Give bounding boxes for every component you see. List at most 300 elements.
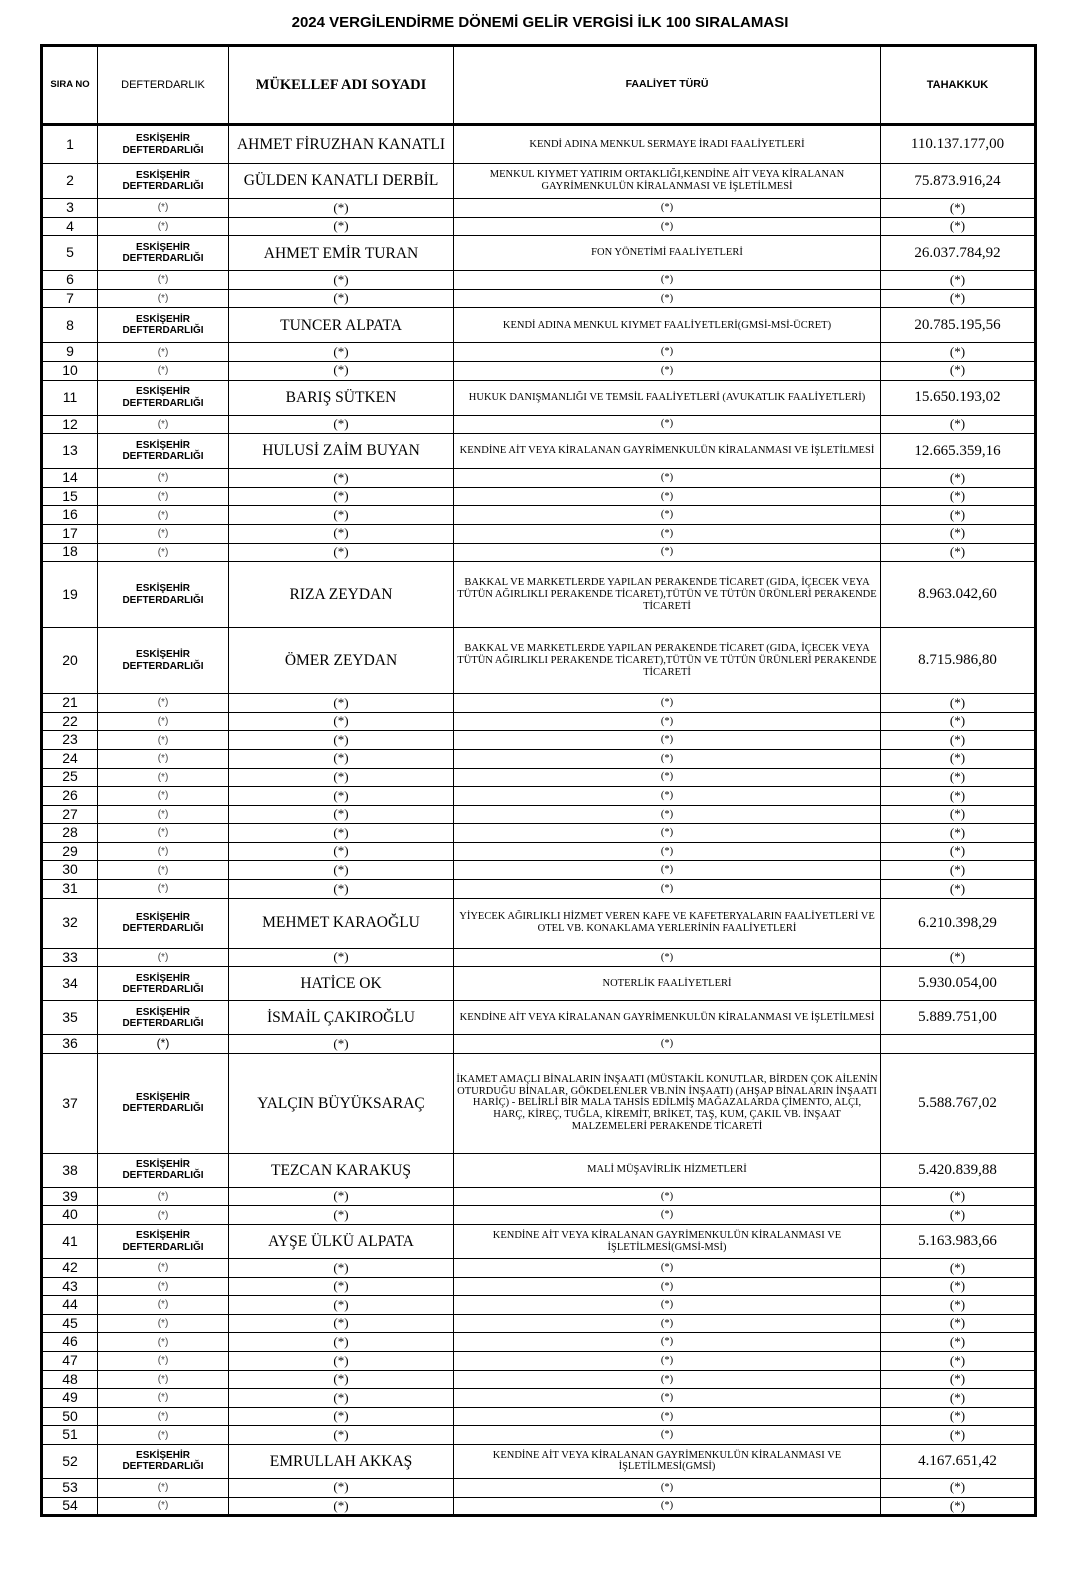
table-row	[42, 1296, 1036, 1315]
activity-cell: (*)	[454, 1407, 881, 1426]
rank-cell: 28	[42, 824, 98, 843]
rank-cell: 47	[42, 1352, 98, 1371]
taxpayer-name-cell: GÜLDEN KANATLI DERBİL	[229, 164, 454, 199]
table-row	[42, 1187, 1036, 1206]
activity-cell: (*)	[454, 1314, 881, 1333]
activity-cell: (*)	[454, 1333, 881, 1352]
assessment-cell: (*)	[881, 1497, 1036, 1516]
taxpayer-name-cell: (*)	[229, 469, 454, 488]
taxpayer-name-cell: (*)	[229, 543, 454, 562]
activity-cell: İKAMET AMAÇLI BİNALARIN İNŞAATI (MÜSTAKİL KONUTLAR, BİRDEN ÇOK AİLENİN OTURDUĞU BİNALAR, GÖKDELENLER VB.NİN İNŞAATI) (AHŞAP BİNALARIN İNŞAATI HARİÇ) - BELİRLİ BİR MALA TAHSİS EDİLMİŞ MAĞAZALARDA ÇİMENTO, ALÇI, HARÇ, KİREÇ, TUĞLA, KİREMİT, BRİKET, TAŞ, KUM, ÇAKIL VB. İNŞAAT MALZEMELERİ PERAKENDE TİCARETİ	[454, 1053, 881, 1153]
assessment-cell: 75.873.916,24	[881, 164, 1036, 199]
activity-cell: KENDİNE AİT VEYA KİRALANAN GAYRİMENKULÜN KİRALANMASI VE İŞLETİLMESİ	[454, 1001, 881, 1035]
activity-cell: (*)	[454, 948, 881, 967]
table-row	[42, 506, 1036, 525]
rank-cell: 53	[42, 1478, 98, 1497]
table-row	[42, 1001, 1036, 1035]
taxpayer-name-cell: (*)	[229, 1426, 454, 1445]
activity-cell: (*)	[454, 824, 881, 843]
assessment-cell: (*)	[881, 543, 1036, 562]
taxpayer-name-cell: (*)	[229, 1259, 454, 1278]
tax-office-cell: (*)	[98, 1035, 229, 1054]
taxpayer-name-cell: (*)	[229, 1035, 454, 1054]
activity-cell: (*)	[454, 524, 881, 543]
rank-cell: 22	[42, 712, 98, 731]
table-row	[42, 543, 1036, 562]
table-row	[42, 1035, 1036, 1054]
rank-cell: 6	[42, 271, 98, 290]
activity-cell: FON YÖNETİMİ FAALİYETLERİ	[454, 236, 881, 271]
tax-office-cell: ESKİŞEHİR DEFTERDARLIĞI	[98, 1225, 229, 1259]
tax-office-cell: (*)	[98, 1497, 229, 1516]
assessment-cell: (*)	[881, 1277, 1036, 1296]
assessment-cell: (*)	[881, 217, 1036, 236]
table-row	[42, 562, 1036, 628]
tax-office-cell: (*)	[98, 1206, 229, 1225]
taxpayer-name-cell: (*)	[229, 694, 454, 713]
taxpayer-name-cell: TUNCER ALPATA	[229, 308, 454, 343]
taxpayer-name-cell: (*)	[229, 289, 454, 308]
activity-cell: (*)	[454, 712, 881, 731]
table-row	[42, 469, 1036, 488]
rank-cell: 9	[42, 343, 98, 362]
table-row	[42, 1478, 1036, 1497]
rank-cell: 26	[42, 787, 98, 806]
tax-office-cell: ESKİŞEHİR DEFTERDARLIĞI	[98, 125, 229, 164]
activity-cell: (*)	[454, 861, 881, 880]
activity-cell: (*)	[454, 199, 881, 218]
activity-cell: (*)	[454, 487, 881, 506]
rank-cell: 12	[42, 415, 98, 434]
tax-office-cell: ESKİŞEHİR DEFTERDARLIĞI	[98, 236, 229, 271]
table-row	[42, 236, 1036, 271]
activity-cell: (*)	[454, 1497, 881, 1516]
activity-cell: (*)	[454, 1206, 881, 1225]
activity-cell: (*)	[454, 768, 881, 787]
activity-cell: MENKUL KIYMET YATIRIM ORTAKLIĞI,KENDİNE AİT VEYA KİRALANAN GAYRİMENKULÜN KİRALANMASI VE İŞLETİLMESİ	[454, 164, 881, 199]
taxpayer-name-cell: (*)	[229, 1497, 454, 1516]
activity-cell: KENDİ ADINA MENKUL SERMAYE İRADI FAALİYETLERİ	[454, 125, 881, 164]
assessment-cell: (*)	[881, 415, 1036, 434]
table-row	[42, 880, 1036, 899]
taxpayer-name-cell: (*)	[229, 712, 454, 731]
assessment-cell	[881, 1035, 1036, 1054]
tax-office-cell: ESKİŞEHİR DEFTERDARLIĞI	[98, 628, 229, 694]
tax-office-cell: (*)	[98, 824, 229, 843]
assessment-cell: (*)	[881, 469, 1036, 488]
rank-cell: 44	[42, 1296, 98, 1315]
activity-cell: KENDİNE AİT VEYA KİRALANAN GAYRİMENKULÜN KİRALANMASI VE İŞLETİLMESİ(GMSİ)	[454, 1444, 881, 1478]
taxpayer-name-cell: MEHMET KARAOĞLU	[229, 898, 454, 948]
rank-cell: 46	[42, 1333, 98, 1352]
tax-office-cell: ESKİŞEHİR DEFTERDARLIĞI	[98, 164, 229, 199]
rank-cell: 49	[42, 1389, 98, 1408]
activity-cell: (*)	[454, 1296, 881, 1315]
tax-office-cell: ESKİŞEHİR DEFTERDARLIĞI	[98, 1153, 229, 1187]
rank-cell: 30	[42, 861, 98, 880]
table-row	[42, 1370, 1036, 1389]
activity-cell: (*)	[454, 842, 881, 861]
assessment-cell: (*)	[881, 787, 1036, 806]
assessment-cell: (*)	[881, 524, 1036, 543]
assessment-cell: (*)	[881, 1352, 1036, 1371]
table-row	[42, 628, 1036, 694]
activity-cell: (*)	[454, 1389, 881, 1408]
rank-cell: 10	[42, 361, 98, 380]
table-row	[42, 199, 1036, 218]
taxpayer-name-cell: (*)	[229, 861, 454, 880]
taxpayer-name-cell: (*)	[229, 787, 454, 806]
activity-cell: (*)	[454, 880, 881, 899]
assessment-cell: 20.785.195,56	[881, 308, 1036, 343]
tax-office-cell: (*)	[98, 948, 229, 967]
rank-cell: 2	[42, 164, 98, 199]
activity-cell: (*)	[454, 343, 881, 362]
table-row	[42, 487, 1036, 506]
activity-cell: (*)	[454, 1370, 881, 1389]
activity-cell: (*)	[454, 361, 881, 380]
taxpayer-name-cell: (*)	[229, 1389, 454, 1408]
activity-cell: (*)	[454, 1187, 881, 1206]
taxpayer-name-cell: (*)	[229, 1277, 454, 1296]
assessment-cell: (*)	[881, 343, 1036, 362]
taxpayer-name-cell: EMRULLAH AKKAŞ	[229, 1444, 454, 1478]
assessment-cell: (*)	[881, 289, 1036, 308]
rank-cell: 29	[42, 842, 98, 861]
rank-cell: 51	[42, 1426, 98, 1445]
table-row	[42, 1314, 1036, 1333]
assessment-cell: (*)	[881, 694, 1036, 713]
table-row	[42, 361, 1036, 380]
taxpayer-name-cell: (*)	[229, 1333, 454, 1352]
activity-cell: (*)	[454, 787, 881, 806]
rank-cell: 52	[42, 1444, 98, 1478]
rank-cell: 11	[42, 380, 98, 415]
taxpayer-name-cell: (*)	[229, 271, 454, 290]
table-row	[42, 948, 1036, 967]
taxpayer-name-cell: (*)	[229, 948, 454, 967]
taxpayer-name-cell: BARIŞ SÜTKEN	[229, 380, 454, 415]
taxpayer-name-cell: AHMET FİRUZHAN KANATLI	[229, 125, 454, 164]
rank-cell: 27	[42, 805, 98, 824]
table-row	[42, 1153, 1036, 1187]
rank-cell: 32	[42, 898, 98, 948]
activity-cell: KENDİNE AİT VEYA KİRALANAN GAYRİMENKULÜN KİRALANMASI VE İŞLETİLMESİ(GMSİ-MSİ)	[454, 1225, 881, 1259]
activity-cell: (*)	[454, 731, 881, 750]
rank-cell: 15	[42, 487, 98, 506]
activity-cell: (*)	[454, 1035, 881, 1054]
taxpayer-name-cell: HATİCE OK	[229, 967, 454, 1001]
assessment-cell: 6.210.398,29	[881, 898, 1036, 948]
assessment-cell: 5.889.751,00	[881, 1001, 1036, 1035]
table-row	[42, 861, 1036, 880]
taxpayer-name-cell: (*)	[229, 217, 454, 236]
assessment-cell: 4.167.651,42	[881, 1444, 1036, 1478]
taxpayer-name-cell: (*)	[229, 1206, 454, 1225]
page-title: 2024 VERGİLENDİRME DÖNEMİ GELİR VERGİSİ İLK 100 SIRALAMASI	[291, 14, 789, 31]
rank-cell: 43	[42, 1277, 98, 1296]
rank-cell: 41	[42, 1225, 98, 1259]
assessment-cell: (*)	[881, 1389, 1036, 1408]
rank-cell: 42	[42, 1259, 98, 1278]
taxpayer-name-cell: (*)	[229, 1296, 454, 1315]
header-rank-no: SIRA NO	[42, 46, 98, 125]
table-row	[42, 271, 1036, 290]
activity-cell: BAKKAL VE MARKETLERDE YAPILAN PERAKENDE TİCARET (GIDA, İÇECEK VEYA TÜTÜN AĞIRLIKLI PERAKENDE TİCARET),TÜTÜN VE TÜTÜN ÜRÜNLERİ PERAKENDE TİCARETİ	[454, 562, 881, 628]
assessment-cell: 5.588.767,02	[881, 1053, 1036, 1153]
tax-office-cell: (*)	[98, 343, 229, 362]
table-row	[42, 1407, 1036, 1426]
rank-cell: 45	[42, 1314, 98, 1333]
tax-office-cell: (*)	[98, 1478, 229, 1497]
header-assessment: TAHAKKUK	[881, 46, 1036, 125]
taxpayer-name-cell: (*)	[229, 1370, 454, 1389]
tax-office-cell: (*)	[98, 1352, 229, 1371]
activity-cell: (*)	[454, 271, 881, 290]
rank-cell: 36	[42, 1035, 98, 1054]
table-row	[42, 712, 1036, 731]
tax-office-cell: ESKİŞEHİR DEFTERDARLIĞI	[98, 1444, 229, 1478]
table-row	[42, 1497, 1036, 1516]
assessment-cell: 12.665.359,16	[881, 434, 1036, 469]
assessment-cell: (*)	[881, 1426, 1036, 1445]
table-row	[42, 415, 1036, 434]
assessment-cell: 5.420.839,88	[881, 1153, 1036, 1187]
rank-cell: 7	[42, 289, 98, 308]
rank-cell: 39	[42, 1187, 98, 1206]
tax-office-cell: (*)	[98, 805, 229, 824]
table-row	[42, 434, 1036, 469]
assessment-cell: (*)	[881, 1296, 1036, 1315]
tax-office-cell: (*)	[98, 1333, 229, 1352]
taxpayer-name-cell: (*)	[229, 842, 454, 861]
assessment-cell: 8.715.986,80	[881, 628, 1036, 694]
rank-cell: 4	[42, 217, 98, 236]
header-activity-type: FAALİYET TÜRÜ	[454, 46, 881, 125]
tax-office-cell: (*)	[98, 1407, 229, 1426]
tax-office-cell: (*)	[98, 271, 229, 290]
table-row	[42, 1352, 1036, 1371]
tax-office-cell: (*)	[98, 1187, 229, 1206]
table-row	[42, 731, 1036, 750]
tax-office-cell: ESKİŞEHİR DEFTERDARLIĞI	[98, 967, 229, 1001]
activity-cell: (*)	[454, 1259, 881, 1278]
assessment-cell: (*)	[881, 861, 1036, 880]
tax-office-cell: ESKİŞEHİR DEFTERDARLIĞI	[98, 898, 229, 948]
tax-office-cell: (*)	[98, 199, 229, 218]
table-row	[42, 1225, 1036, 1259]
rank-cell: 34	[42, 967, 98, 1001]
activity-cell: (*)	[454, 1478, 881, 1497]
rank-cell: 18	[42, 543, 98, 562]
taxpayer-name-cell: (*)	[229, 487, 454, 506]
assessment-cell: 5.930.054,00	[881, 967, 1036, 1001]
assessment-cell: (*)	[881, 271, 1036, 290]
activity-cell: (*)	[454, 1352, 881, 1371]
activity-cell: (*)	[454, 543, 881, 562]
tax-office-cell: ESKİŞEHİR DEFTERDARLIĞI	[98, 1053, 229, 1153]
taxpayer-name-cell: (*)	[229, 1478, 454, 1497]
rank-cell: 37	[42, 1053, 98, 1153]
assessment-cell: (*)	[881, 948, 1036, 967]
assessment-cell: (*)	[881, 1259, 1036, 1278]
taxpayer-name-cell: (*)	[229, 768, 454, 787]
assessment-cell: (*)	[881, 1478, 1036, 1497]
taxpayer-name-cell: HULUSİ ZAİM BUYAN	[229, 434, 454, 469]
table-row	[42, 842, 1036, 861]
assessment-cell: 5.163.983,66	[881, 1225, 1036, 1259]
taxpayer-name-cell: (*)	[229, 1352, 454, 1371]
tax-office-cell: (*)	[98, 1296, 229, 1315]
rank-cell: 19	[42, 562, 98, 628]
rank-cell: 20	[42, 628, 98, 694]
activity-cell: (*)	[454, 805, 881, 824]
rank-cell: 21	[42, 694, 98, 713]
assessment-cell: 110.137.177,00	[881, 125, 1036, 164]
tax-office-cell: (*)	[98, 469, 229, 488]
activity-cell: KENDİNE AİT VEYA KİRALANAN GAYRİMENKULÜN KİRALANMASI VE İŞLETİLMESİ	[454, 434, 881, 469]
rank-cell: 38	[42, 1153, 98, 1187]
assessment-cell: (*)	[881, 731, 1036, 750]
table-row	[42, 308, 1036, 343]
taxpayer-name-cell: (*)	[229, 524, 454, 543]
taxpayer-name-cell: (*)	[229, 731, 454, 750]
table-row	[42, 694, 1036, 713]
tax-office-cell: (*)	[98, 217, 229, 236]
rank-cell: 1	[42, 125, 98, 164]
activity-cell: KENDİ ADINA MENKUL KIYMET FAALİYETLERİ(GMSİ-MSİ-ÜCRET)	[454, 308, 881, 343]
rank-cell: 31	[42, 880, 98, 899]
activity-cell: BAKKAL VE MARKETLERDE YAPILAN PERAKENDE TİCARET (GIDA, İÇECEK VEYA TÜTÜN AĞIRLIKLI PERAKENDE TİCARET),TÜTÜN VE TÜTÜN ÜRÜNLERİ PERAKENDE TİCARETİ	[454, 628, 881, 694]
rank-cell: 17	[42, 524, 98, 543]
taxpayer-name-cell: (*)	[229, 199, 454, 218]
tax-office-cell: (*)	[98, 415, 229, 434]
tax-office-cell: (*)	[98, 1389, 229, 1408]
assessment-cell: 26.037.784,92	[881, 236, 1036, 271]
table-row	[42, 125, 1036, 164]
table-row	[42, 768, 1036, 787]
activity-cell: (*)	[454, 749, 881, 768]
table-row	[42, 343, 1036, 362]
activity-cell: NOTERLİK FAALİYETLERİ	[454, 967, 881, 1001]
table-row	[42, 1333, 1036, 1352]
tax-office-cell: (*)	[98, 731, 229, 750]
tax-office-cell: (*)	[98, 1370, 229, 1389]
header-tax-office: DEFTERDARLIK	[98, 46, 229, 125]
tax-office-cell: (*)	[98, 524, 229, 543]
assessment-cell: (*)	[881, 842, 1036, 861]
table-row	[42, 1444, 1036, 1478]
rank-cell: 8	[42, 308, 98, 343]
assessment-cell: (*)	[881, 1370, 1036, 1389]
activity-cell: YİYECEK AĞIRLIKLI HİZMET VEREN KAFE VE KAFETERYALARIN FAALİYETLERİ VE OTEL VB. KONAKLAMA YERLERİNİN FAALİYETLERİ	[454, 898, 881, 948]
tax-office-cell: (*)	[98, 1426, 229, 1445]
taxpayer-name-cell: (*)	[229, 824, 454, 843]
table-row	[42, 787, 1036, 806]
tax-office-cell: (*)	[98, 749, 229, 768]
rank-cell: 3	[42, 199, 98, 218]
tax-office-cell: (*)	[98, 1259, 229, 1278]
tax-office-cell: (*)	[98, 880, 229, 899]
taxpayer-name-cell: YALÇIN BÜYÜKSARAÇ	[229, 1053, 454, 1153]
rank-cell: 13	[42, 434, 98, 469]
taxpayer-name-cell: (*)	[229, 880, 454, 899]
assessment-cell: (*)	[881, 361, 1036, 380]
taxpayer-name-cell: (*)	[229, 343, 454, 362]
tax-office-cell: (*)	[98, 361, 229, 380]
assessment-cell: (*)	[881, 880, 1036, 899]
activity-cell: (*)	[454, 694, 881, 713]
assessment-cell: (*)	[881, 506, 1036, 525]
assessment-cell: (*)	[881, 824, 1036, 843]
taxpayer-name-cell: (*)	[229, 805, 454, 824]
rank-cell: 50	[42, 1407, 98, 1426]
tax-office-cell: (*)	[98, 768, 229, 787]
taxpayer-name-cell: TEZCAN KARAKUŞ	[229, 1153, 454, 1187]
activity-cell: (*)	[454, 289, 881, 308]
tax-office-cell: (*)	[98, 543, 229, 562]
taxpayer-name-cell: (*)	[229, 1187, 454, 1206]
assessment-cell: (*)	[881, 805, 1036, 824]
tax-office-cell: (*)	[98, 289, 229, 308]
assessment-cell: (*)	[881, 749, 1036, 768]
header-row	[42, 46, 1036, 125]
rank-cell: 54	[42, 1497, 98, 1516]
tax-office-cell: (*)	[98, 712, 229, 731]
taxpayer-name-cell: (*)	[229, 506, 454, 525]
taxpayer-name-cell: ÖMER ZEYDAN	[229, 628, 454, 694]
tax-office-cell: ESKİŞEHİR DEFTERDARLIĞI	[98, 434, 229, 469]
table-row	[42, 898, 1036, 948]
taxpayer-name-cell: İSMAİL ÇAKIROĞLU	[229, 1001, 454, 1035]
assessment-cell: 15.650.193,02	[881, 380, 1036, 415]
rank-cell: 14	[42, 469, 98, 488]
rank-cell: 25	[42, 768, 98, 787]
taxpayer-name-cell: RIZA ZEYDAN	[229, 562, 454, 628]
tax-office-cell: ESKİŞEHİR DEFTERDARLIĞI	[98, 380, 229, 415]
taxpayer-name-cell: (*)	[229, 749, 454, 768]
assessment-cell: (*)	[881, 1206, 1036, 1225]
table-row	[42, 164, 1036, 199]
table-row	[42, 1259, 1036, 1278]
activity-cell: (*)	[454, 469, 881, 488]
assessment-cell: (*)	[881, 1187, 1036, 1206]
assessment-cell: (*)	[881, 1314, 1036, 1333]
rank-cell: 48	[42, 1370, 98, 1389]
table-row	[42, 749, 1036, 768]
table-row	[42, 217, 1036, 236]
tax-ranking-table	[40, 44, 1037, 1517]
activity-cell: (*)	[454, 506, 881, 525]
taxpayer-name-cell: AYŞE ÜLKÜ ALPATA	[229, 1225, 454, 1259]
tax-office-cell: (*)	[98, 506, 229, 525]
table-row	[42, 380, 1036, 415]
rank-cell: 33	[42, 948, 98, 967]
assessment-cell: (*)	[881, 487, 1036, 506]
activity-cell: (*)	[454, 1426, 881, 1445]
taxpayer-name-cell: (*)	[229, 361, 454, 380]
tax-office-cell: (*)	[98, 487, 229, 506]
rank-cell: 35	[42, 1001, 98, 1035]
table-row	[42, 1389, 1036, 1408]
rank-cell: 40	[42, 1206, 98, 1225]
assessment-cell: (*)	[881, 199, 1036, 218]
table-row	[42, 805, 1036, 824]
activity-cell: HUKUK DANIŞMANLIĞI VE TEMSİL FAALİYETLERİ (AVUKATLIK FAALİYETLERİ)	[454, 380, 881, 415]
tax-office-cell: (*)	[98, 842, 229, 861]
activity-cell: (*)	[454, 217, 881, 236]
tax-office-cell: (*)	[98, 1277, 229, 1296]
